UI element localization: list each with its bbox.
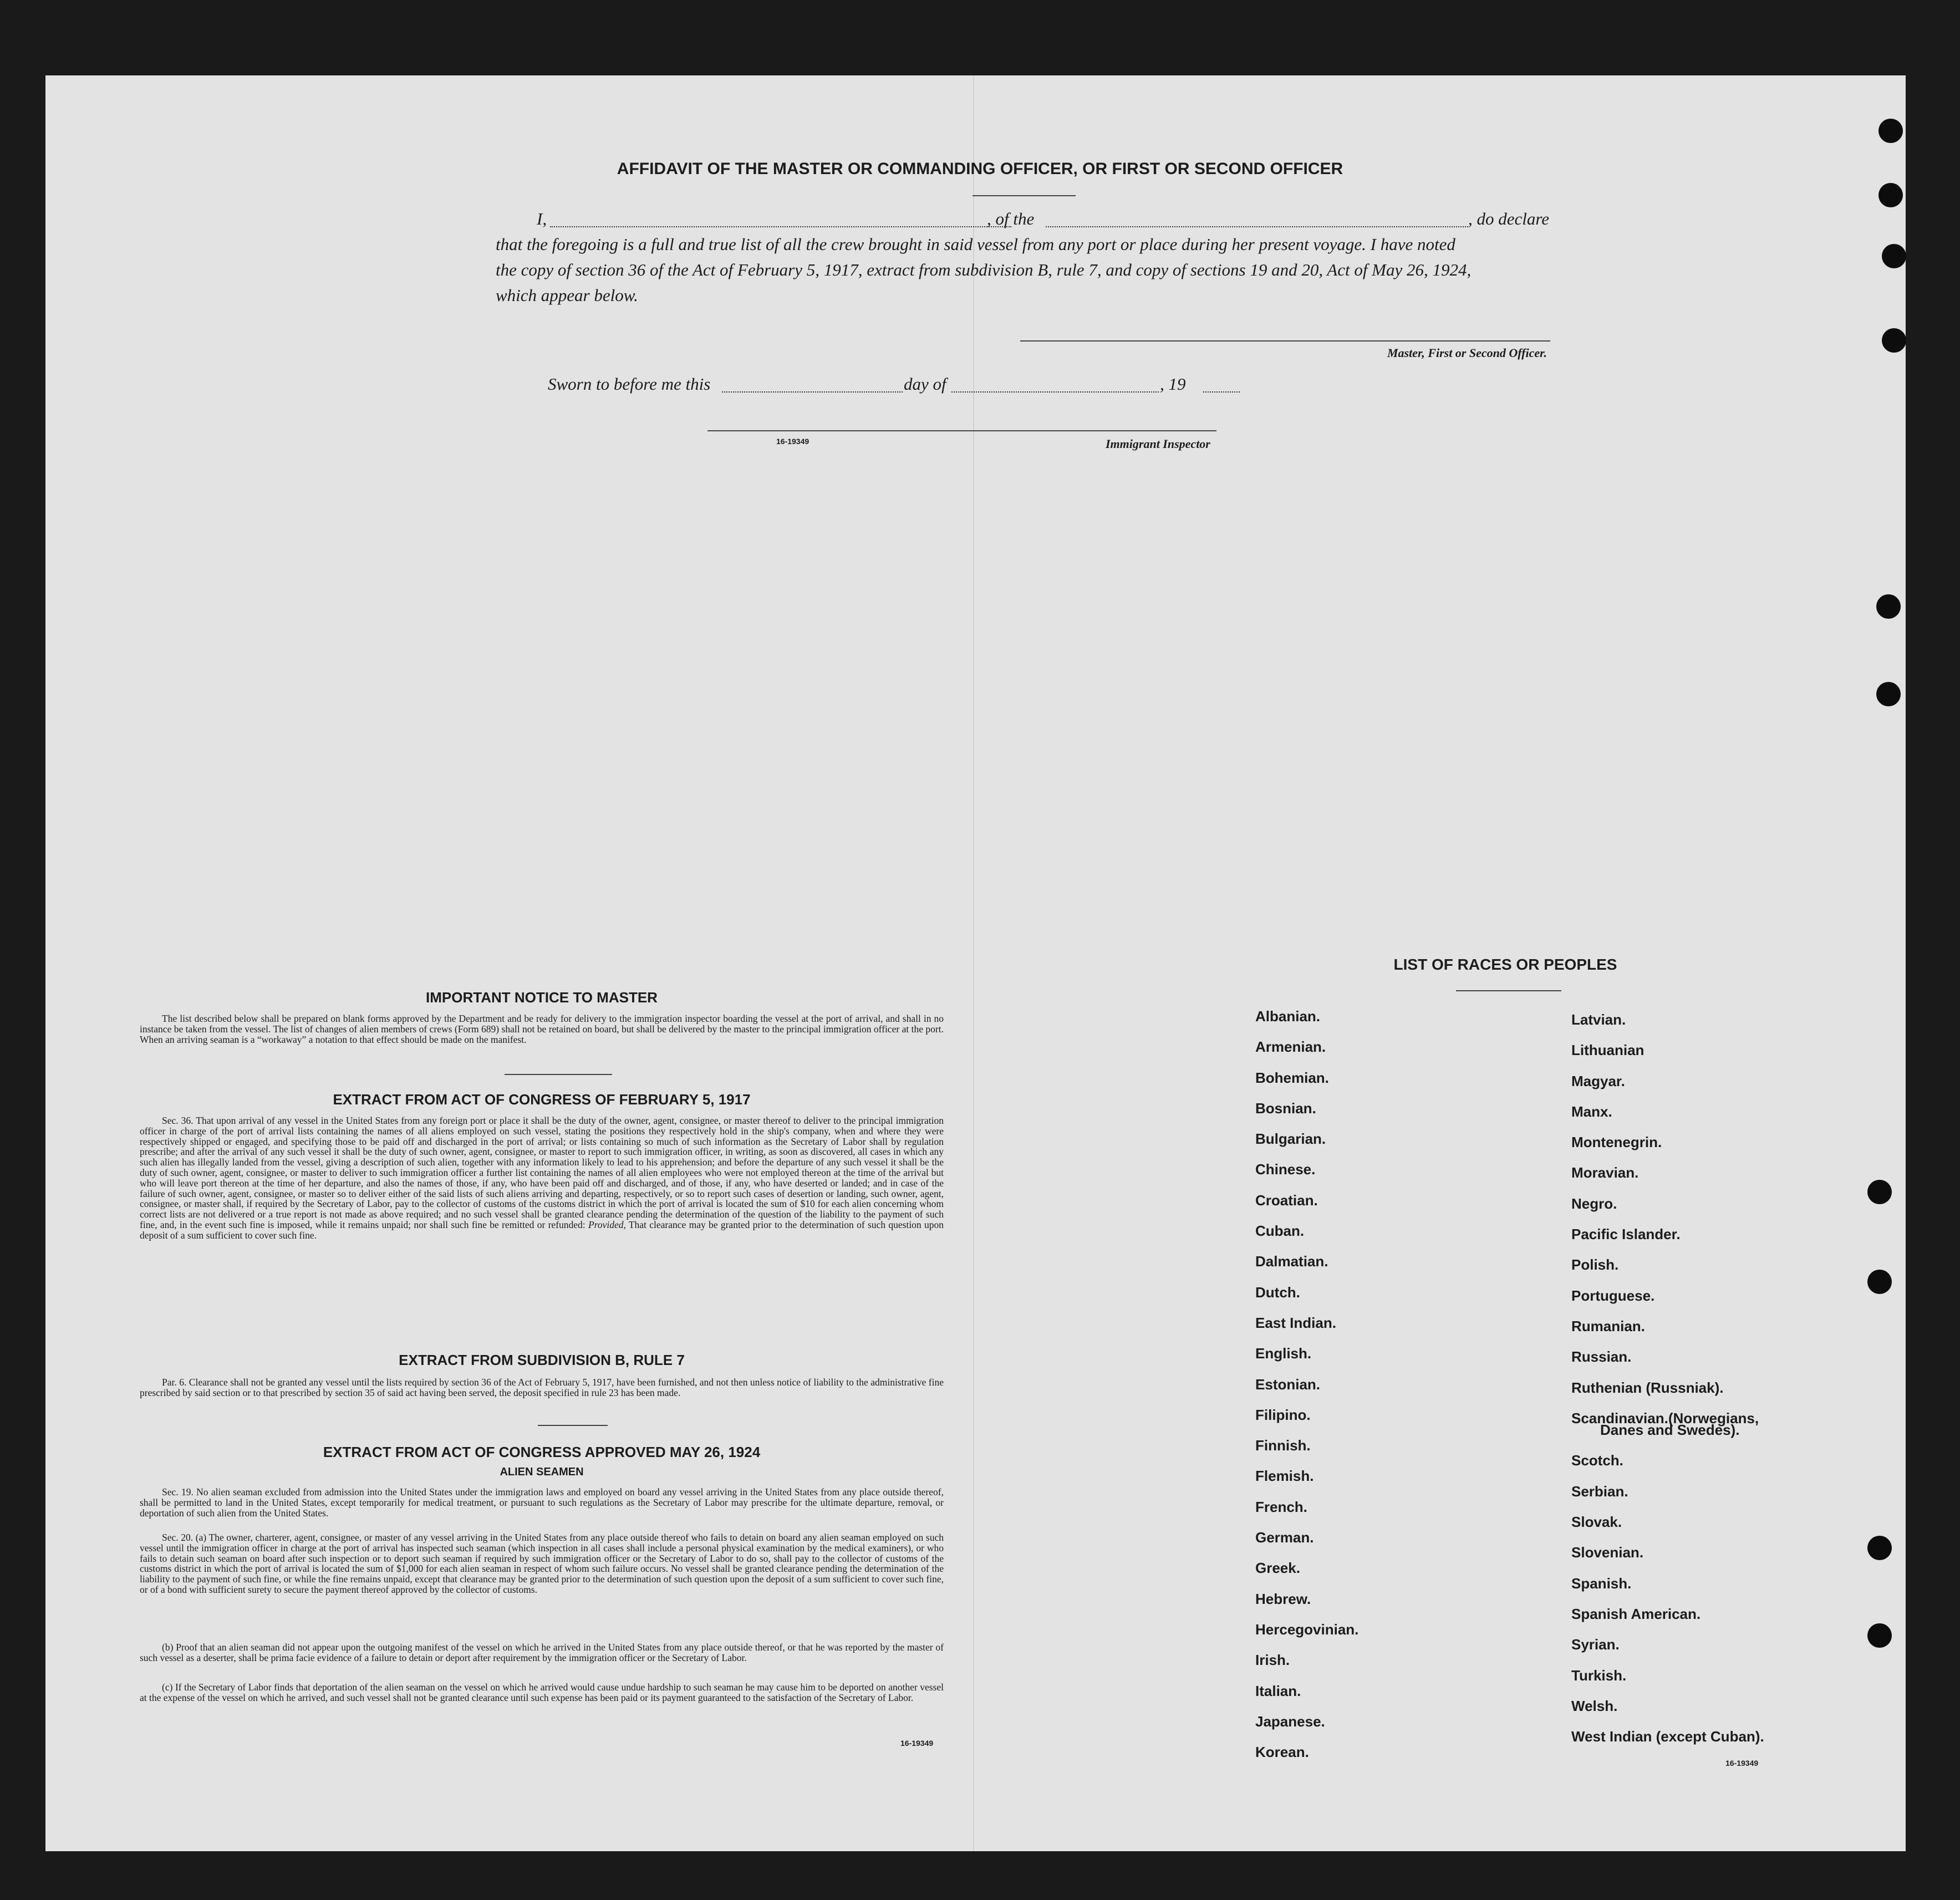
race-item: Welsh.: [1571, 1697, 1618, 1714]
race-item: Manx.: [1571, 1103, 1612, 1120]
race-item: Spanish American.: [1571, 1605, 1701, 1622]
title-rule: [973, 195, 1076, 196]
punch-hole: [1867, 1536, 1892, 1560]
race-item: Croatian.: [1255, 1191, 1318, 1209]
sworn-year-blank[interactable]: [1203, 391, 1240, 393]
races-left-column: [1255, 1001, 1358, 1767]
extract-1924-subtitle: ALIEN SEAMEN: [500, 1466, 584, 1478]
race-item: Hebrew.: [1255, 1590, 1311, 1607]
race-item: Rumanian.: [1571, 1317, 1645, 1334]
race-item: Turkish.: [1571, 1667, 1627, 1684]
sworn-month-blank[interactable]: [951, 391, 1159, 393]
race-item: Italian.: [1255, 1682, 1301, 1699]
sworn-day-blank[interactable]: [722, 391, 903, 393]
sec20c-text: (c) If the Secretary of Labor finds that deportation of the alien seaman on the vessel on which he arrived would cause undue hardship to such seaman he may cause him to be deported on another vessel at the expense of the vessel on which he arrived, and such vessel shall not be granted clearance until such expense has been paid or its payment guaranteed to the satisfaction of the Secretary of Labor.: [140, 1682, 944, 1703]
sec19-text: Sec. 19. No alien seaman excluded from admission into the United States under the immigration laws and employed on board any vessel arriving in the United States from any place outside thereof, shall be permitted to land in the United States, except temporarily for medical treatment, or pursuant to such regulations as the Secretary of Labor may prescribe for the ultimate departure, removal, or deportation of such alien from the United States.: [140, 1486, 944, 1519]
punch-hole: [1876, 682, 1901, 706]
race-item: Negro.: [1571, 1195, 1617, 1212]
race-item: Bohemian.: [1255, 1069, 1329, 1086]
form-number: 16-19349: [900, 1739, 934, 1748]
races-title: LIST OF RACES OR PEOPLES: [1393, 956, 1617, 973]
extract-1924-title: EXTRACT FROM ACT OF CONGRESS APPROVED MAY 26, 1924: [323, 1444, 761, 1460]
extract-1917-title: EXTRACT FROM ACT OF CONGRESS OF FEBRUARY 5, 1917: [333, 1091, 751, 1108]
race-item: Scandinavian.(Norwegians,: [1571, 1409, 1759, 1427]
race-item: Montenegrin.: [1571, 1134, 1662, 1151]
race-item: Estonian.: [1255, 1376, 1321, 1393]
races-rule: [1456, 990, 1561, 991]
sec36-text: Sec. 36. That upon arrival of any vessel in the United States from any foreign port or place it shall be the duty of the owner, agent, consignee, or master thereof to deliver to the principal immigration officer in charge of the port of arrival lists containing the names of all aliens employed on such vessel, stating the positions they respectively hold in the ship's company, when and where they were respectively shipped or engaged, and specifying those to be paid off and discharged in the port of arrival; or lists containing so much of such information as the Secretary of Labor shall by regulation prescribe; and after the arrival of any such vessel it shall be the duty of such owner, agent, consignee, or master to report to such immigration officer, in writing, as soon as discovered, all cases in which any such alien has illegally landed from the vessel, giving a description of such alien, together with any information likely to lead to his apprehension; and before the departure of any such vessel it shall be the duty of such owner, agent, consignee, or master to deliver to such immigration officer a further list containing the names of all alien employees who were not employed thereon at the time of the arrival but who will leave port thereon at the time of her departure, and also the names of those, if any, who have been paid off and discharged, and of those, if any, who have deserted or landed; and in case of the failure of such owner, agent, consignee, or master so to deliver either of the said lists of such aliens arriving and departing, respectively, or so to report such cases of desertion or landing, such owner, agent, consignee, or master shall, if required by the Secretary of Labor, pay to the collector of customs of the customs district in which the port of arrival is located the sum of $10 for each alien concerning whom correct lists are not delivered or a true report is not made as above required; and no such vessel shall be granted clearance pending the determination of the question of the liability to the payment of such fine, and, in the event such fine is imposed, while it remains unpaid; nor shall such fine be remitted or refunded:: [140, 1115, 944, 1230]
race-item: Magyar.: [1571, 1072, 1625, 1089]
inspector-label: Immigrant Inspector: [1106, 437, 1210, 451]
race-item: Portuguese.: [1571, 1287, 1655, 1304]
race-item: Armenian.: [1255, 1038, 1326, 1056]
race-item: Danes and Swedes).: [1600, 1422, 1740, 1439]
extract-rule7-title: EXTRACT FROM SUBDIVISION B, RULE 7: [399, 1352, 685, 1368]
race-item: Slovak.: [1571, 1514, 1622, 1531]
punch-hole: [1867, 1623, 1892, 1648]
affidavit-title: AFFIDAVIT OF THE MASTER OR COMMANDING OFFICER, OR FIRST OR SECOND OFFICER: [617, 160, 1343, 178]
races-right-column: [1571, 1005, 1764, 1752]
affidavit-line4: which appear below.: [496, 286, 638, 305]
race-item: German.: [1255, 1529, 1314, 1546]
name-blank[interactable]: [550, 226, 1011, 227]
race-item: Albanian.: [1255, 1008, 1321, 1025]
race-item: Ruthenian (Russniak).: [1571, 1379, 1724, 1396]
race-item: Dutch.: [1255, 1283, 1300, 1301]
race-item: Flemish.: [1255, 1468, 1314, 1485]
race-item: Latvian.: [1571, 1011, 1626, 1028]
punch-hole: [1878, 183, 1903, 207]
punch-hole: [1878, 119, 1903, 143]
sec20a-text: Sec. 20. (a) The owner, charterer, agent, consignee, or master of any vessel arriving in the United States from any place outside thereof who fails to detain on board any alien seaman employed on such vessel until the immigration officer in charge at the port of arrival has inspected such seaman (which inspection in all cases shall include a personal physical examination by the medical examiners), or who fails to detain such seaman on board after such inspection or to deport such seaman if required by such immigration officer or the Secretary of Labor to do so, shall pay to the collector of customs of the customs district in which the port of arrival is located the sum of $1,000 for each alien seaman in respect of whom such failure occurs. No vessel shall be granted clearance pending the determination of the liability to the payment of such fine, or while the fine remains unpaid, except that clearance may be granted prior to the determination of such question upon the deposit of a sum sufficient to cover such fine, or of a bond with sufficient surety to secure the payment thereof approved by the collector of customs.: [140, 1532, 944, 1595]
affidavit-line3: the copy of section 36 of the Act of February 5, 1917, extract from subdivision B, rule 7, and copy of sections 19 and 20, Act of May 26, 1924,: [496, 260, 1472, 279]
extract-1917-text: [140, 1115, 944, 1241]
sworn-end: , 19: [1160, 374, 1186, 394]
fold-line: [973, 75, 974, 1851]
signature-line[interactable]: [1020, 340, 1550, 342]
race-item: Irish.: [1255, 1652, 1290, 1669]
affidavit-line1-mid: , of the: [987, 209, 1035, 228]
punch-hole: [1882, 328, 1906, 353]
punch-hole: [1882, 244, 1906, 268]
sworn-start: Sworn to before me this: [548, 374, 711, 394]
form-number: 16-19349: [1725, 1759, 1759, 1767]
notice-text: The list described below shall be prepared on blank forms approved by the Department and be ready for delivery to the immigration inspector boarding the vessel at the port of arrival, and shall in no instance be taken from the vessel. The list of changes of alien members of crews (Form 689) shall not be retained on board, but shall be delivered by the master to the principal immigration officer at the port. When an arriving seaman is a “workaway” a notation to that effect should be made on the manifest.: [140, 1013, 944, 1045]
race-item: Moravian.: [1571, 1164, 1639, 1181]
punch-hole: [1876, 594, 1901, 619]
race-item: Slovenian.: [1571, 1544, 1644, 1561]
race-item: Lithuanian: [1571, 1042, 1645, 1059]
race-item: Cuban.: [1255, 1222, 1305, 1240]
affidavit-line1-start: I,: [537, 209, 547, 228]
race-item: Chinese.: [1255, 1161, 1316, 1178]
affidavit-line1-end: , do declare: [1468, 209, 1550, 228]
proviso-word: Provided,: [588, 1219, 626, 1230]
race-item: Bosnian.: [1255, 1099, 1316, 1117]
race-item: Dalmatian.: [1255, 1253, 1328, 1270]
race-item: East Indian.: [1255, 1314, 1336, 1331]
section-rule: [538, 1425, 608, 1426]
proviso-text: That clearance may be granted prior to the determination of such question upon deposit of a sum sufficient to cover such fine.: [140, 1219, 944, 1241]
race-item: Bulgarian.: [1255, 1130, 1326, 1148]
race-item: Scotch.: [1571, 1452, 1623, 1469]
race-item: West Indian (except Cuban).: [1571, 1728, 1764, 1745]
race-item: Russian.: [1571, 1348, 1632, 1366]
inspector-signature-line[interactable]: [707, 430, 1216, 431]
race-item: Spanish.: [1571, 1575, 1632, 1592]
sworn-mid: day of: [904, 374, 946, 394]
affidavit-line2: that the foregoing is a full and true list of all the crew brought in said vessel from any port or place during her present voyage. I have noted: [496, 235, 1455, 254]
punch-hole: [1867, 1270, 1892, 1294]
sec20b-text: (b) Proof that an alien seaman did not appear upon the outgoing manifest of the vessel on which he arrived in the United States from any place outside thereof, or that he was reported by the master of such vessel as a deserter, shall be prima facie evidence of a failure to detain or deport after requirement by the immigration officer or the Secretary of Labor.: [140, 1642, 944, 1663]
notice-title: IMPORTANT NOTICE TO MASTER: [426, 989, 658, 1006]
race-item: Hercegovinian.: [1255, 1621, 1359, 1638]
race-item: French.: [1255, 1498, 1307, 1515]
race-item: Polish.: [1571, 1256, 1619, 1274]
race-item: Korean.: [1255, 1744, 1309, 1761]
race-item: Finnish.: [1255, 1437, 1311, 1454]
signature-label: Master, First or Second Officer.: [1387, 346, 1547, 360]
extract-rule7-text: Par. 6. Clearance shall not be granted any vessel until the lists required by section 36 of the Act of February 5, 1917, have been furnished, and not then unless notice of liability to the administrative fine prescribed by said section or to that prescribed by section 35 of said act having been served, the deposit specified in rule 23 has been made.: [140, 1377, 944, 1398]
form-number: 16-19349: [776, 437, 810, 446]
race-item: English.: [1255, 1345, 1312, 1362]
race-item: Syrian.: [1571, 1636, 1620, 1653]
race-item: Filipino.: [1255, 1406, 1311, 1423]
race-item: Greek.: [1255, 1560, 1300, 1577]
race-item: Pacific Islander.: [1571, 1226, 1681, 1243]
vessel-blank[interactable]: [1046, 226, 1468, 227]
section-rule: [505, 1074, 612, 1075]
race-item: Serbian.: [1571, 1483, 1628, 1500]
punch-hole: [1867, 1180, 1892, 1204]
race-item: Japanese.: [1255, 1713, 1325, 1730]
